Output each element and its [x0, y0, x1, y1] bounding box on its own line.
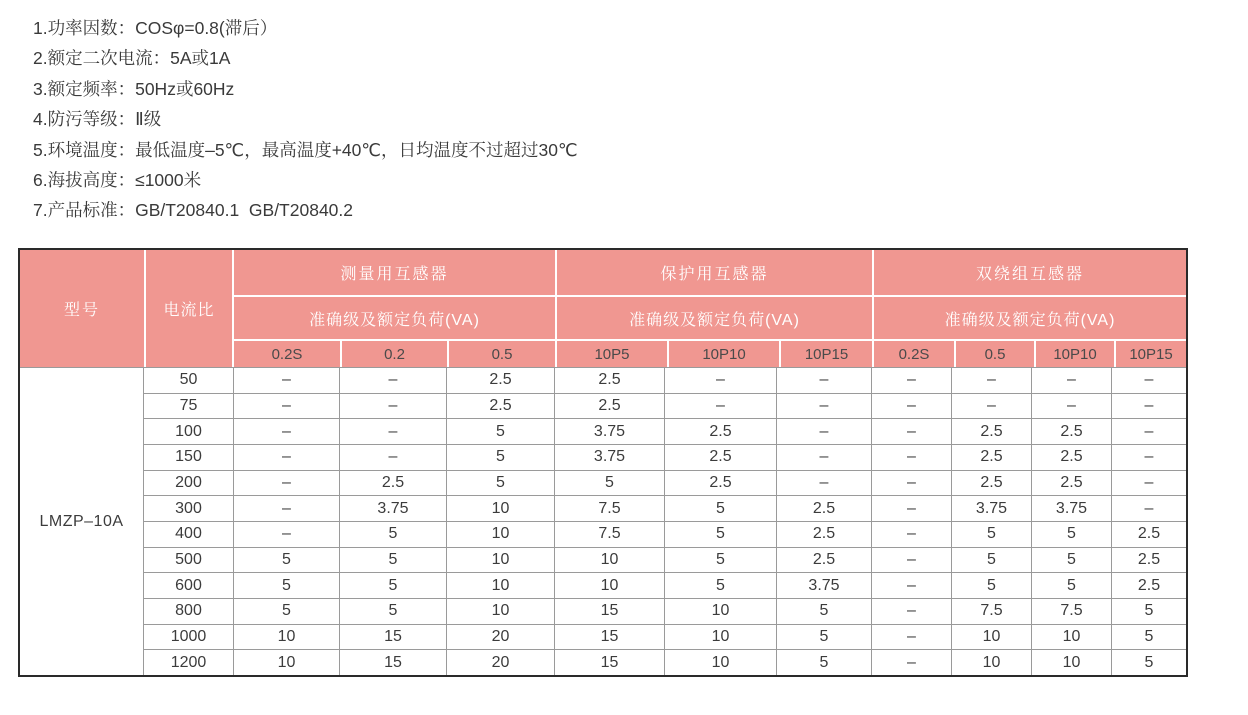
- value-cell: 2.5: [665, 419, 777, 444]
- value-cell: 7.5: [952, 599, 1032, 624]
- table-row: [144, 572, 1186, 598]
- value-cell: –: [872, 496, 952, 521]
- ratio-cell: 800: [144, 599, 234, 624]
- column-header: 0.2S: [898, 345, 930, 363]
- group-subtitle: 准确级及额定负荷(VA): [234, 297, 555, 341]
- ratio-cell: 75: [144, 394, 234, 419]
- table-header: [20, 250, 1186, 367]
- column-header: 10P10: [1034, 341, 1114, 367]
- value-cell: 2.5: [447, 368, 555, 393]
- table-body: [20, 367, 1186, 675]
- ratio-cell: 300: [144, 496, 234, 521]
- value-cell: 5: [1032, 573, 1112, 598]
- value-cell: 5: [1144, 602, 1154, 620]
- group-title: 测量用互感器: [234, 250, 555, 297]
- value-cell: –: [665, 368, 777, 393]
- table-row: [144, 444, 1186, 470]
- value-cell: 15: [340, 625, 447, 650]
- value-cell: 10: [1032, 625, 1112, 650]
- value-cell: 20: [447, 650, 555, 675]
- value-cell: 10: [555, 573, 665, 598]
- value-cell: –: [1032, 394, 1112, 419]
- value-cell: 3.75: [555, 445, 665, 470]
- value-cell: 15: [340, 650, 447, 675]
- ratio-cell: 400: [144, 522, 234, 547]
- value-cell: –: [1144, 448, 1154, 466]
- column-header: 0.2S: [271, 345, 303, 363]
- value-cell: 5: [555, 471, 665, 496]
- value-cell: 3.75: [777, 573, 872, 598]
- value-cell: 5: [1144, 628, 1154, 646]
- value-cell: 2.5: [665, 445, 777, 470]
- table-row: [144, 598, 1186, 624]
- spec-item-power-factor: 1.功率因数：COSφ=0.8(滞后）: [33, 18, 278, 38]
- group-subtitle: 准确级及额定负荷(VA): [874, 297, 1186, 341]
- value-cell: 2.5: [1032, 471, 1112, 496]
- value-cell: –: [234, 522, 340, 547]
- value-cell: 5: [665, 573, 777, 598]
- value-cell: –: [872, 599, 952, 624]
- value-cell: 2.5: [555, 394, 665, 419]
- value-cell: 2.5: [952, 471, 1032, 496]
- value-cell: 5: [952, 522, 1032, 547]
- value-cell: 20: [447, 625, 555, 650]
- column-header: 0.5: [954, 341, 1034, 367]
- value-cell: –: [234, 394, 340, 419]
- table-row: [144, 547, 1186, 573]
- value-cell: 3.75: [952, 496, 1032, 521]
- group-title: 保护用互感器: [557, 250, 872, 297]
- value-cell: 15: [555, 625, 665, 650]
- spec-item-pollution-class: 4.防污等级：Ⅱ级: [33, 109, 162, 130]
- header-group-double-winding: [872, 250, 1186, 367]
- value-cell: 10: [234, 625, 340, 650]
- value-cell: 7.5: [1032, 599, 1112, 624]
- group-title: 双绕组互感器: [874, 250, 1186, 297]
- value-cell: 7.5: [555, 496, 665, 521]
- column-header: 10P15: [779, 341, 872, 367]
- ratings-table: [18, 248, 1188, 677]
- ratio-cell: 200: [144, 471, 234, 496]
- value-cell: 2.5: [447, 394, 555, 419]
- table-row: [144, 649, 1186, 675]
- value-cell: 5: [952, 573, 1032, 598]
- header-current-ratio: 电流比: [144, 250, 234, 367]
- ratio-cell: 600: [144, 573, 234, 598]
- value-cell: –: [1032, 368, 1112, 393]
- value-cell: 3.75: [340, 496, 447, 521]
- value-cell: –: [777, 445, 872, 470]
- value-cell: 5: [665, 522, 777, 547]
- spec-item-product-standard: 7.产品标准：GB/T20840.1 GB/T20840.2: [33, 200, 354, 221]
- value-cell: 10: [665, 625, 777, 650]
- value-cell: 5: [777, 625, 872, 650]
- value-cell: 5: [1144, 653, 1154, 671]
- value-cell: 5: [952, 548, 1032, 573]
- value-cell: 10: [555, 548, 665, 573]
- table-row: [144, 418, 1186, 444]
- value-cell: –: [340, 368, 447, 393]
- value-cell: 5: [777, 650, 872, 675]
- column-header: 10P10: [667, 341, 779, 367]
- spec-item-ambient-temperature: 5.环境温度：最低温度–5℃，最高温度+40℃，日均温度不过超过30℃: [33, 139, 578, 160]
- value-cell: 3.75: [1032, 496, 1112, 521]
- value-cell: –: [872, 625, 952, 650]
- value-cell: 15: [555, 599, 665, 624]
- value-cell: –: [234, 419, 340, 444]
- value-cell: 2.5: [340, 471, 447, 496]
- value-cell: 10: [447, 599, 555, 624]
- header-group-protection: [555, 250, 872, 367]
- value-cell: 2.5: [1032, 419, 1112, 444]
- value-cell: –: [872, 394, 952, 419]
- spec-item-altitude: 6.海拔高度：≤1000米: [33, 169, 202, 190]
- value-cell: 2.5: [777, 522, 872, 547]
- value-cell: 2.5: [777, 496, 872, 521]
- value-cell: 5: [665, 548, 777, 573]
- ratio-cell: 500: [144, 548, 234, 573]
- value-cell: –: [872, 548, 952, 573]
- group-columns: [557, 341, 872, 367]
- value-cell: –: [952, 394, 1032, 419]
- spec-item-secondary-current: 2.额定二次电流：5A或1A: [33, 48, 231, 69]
- value-cell: –: [1144, 422, 1154, 440]
- value-cell: 15: [555, 650, 665, 675]
- value-cell: –: [777, 394, 872, 419]
- group-columns: [874, 341, 1186, 367]
- value-cell: 2.5: [555, 368, 665, 393]
- value-cell: 3.75: [555, 419, 665, 444]
- value-cell: –: [1144, 397, 1154, 414]
- value-cell: 10: [447, 496, 555, 521]
- value-cell: 10: [447, 573, 555, 598]
- ratio-cell: 50: [144, 368, 234, 393]
- column-header: 10P5: [594, 345, 630, 363]
- value-cell: 5: [340, 548, 447, 573]
- table-row: [144, 624, 1186, 650]
- value-cell: 2.5: [1137, 576, 1161, 594]
- value-cell: 2.5: [952, 445, 1032, 470]
- model-cell: LMZP–10A: [20, 368, 144, 675]
- value-cell: 2.5: [665, 471, 777, 496]
- value-cell: –: [777, 368, 872, 393]
- value-cell: 5: [777, 599, 872, 624]
- table-row: [144, 368, 1186, 393]
- column-header: 0.2: [340, 341, 447, 367]
- spec-item-rated-frequency: 3.额定频率：50Hz或60Hz: [33, 78, 235, 99]
- value-cell: 10: [665, 650, 777, 675]
- table-row: [144, 470, 1186, 496]
- value-cell: –: [1144, 474, 1154, 492]
- table-row: [144, 495, 1186, 521]
- value-cell: 10: [234, 650, 340, 675]
- ratio-cell: 150: [144, 445, 234, 470]
- value-cell: –: [872, 471, 952, 496]
- value-cell: –: [234, 496, 340, 521]
- value-cell: –: [872, 419, 952, 444]
- value-cell: 10: [952, 650, 1032, 675]
- value-cell: 5: [340, 522, 447, 547]
- header-group-measuring: [234, 250, 555, 367]
- value-cell: 7.5: [555, 522, 665, 547]
- value-cell: –: [952, 368, 1032, 393]
- value-cell: –: [872, 368, 952, 393]
- value-cell: 5: [1032, 548, 1112, 573]
- value-cell: 10: [952, 625, 1032, 650]
- value-cell: 10: [447, 548, 555, 573]
- value-cell: –: [777, 419, 872, 444]
- group-subtitle: 准确级及额定负荷(VA): [557, 297, 872, 341]
- value-cell: 5: [340, 599, 447, 624]
- value-cell: –: [234, 471, 340, 496]
- value-cell: 5: [447, 419, 555, 444]
- table-row: [144, 393, 1186, 419]
- ratio-cell: 1000: [144, 625, 234, 650]
- value-cell: –: [777, 471, 872, 496]
- value-cell: –: [234, 368, 340, 393]
- value-cell: –: [872, 650, 952, 675]
- value-cell: 2.5: [1137, 525, 1161, 543]
- value-cell: –: [872, 522, 952, 547]
- value-cell: –: [872, 573, 952, 598]
- header-model: 型号: [63, 302, 100, 319]
- value-cell: 10: [447, 522, 555, 547]
- value-cell: –: [340, 445, 447, 470]
- value-cell: –: [234, 445, 340, 470]
- value-cell: –: [1144, 499, 1154, 517]
- value-cell: 5: [340, 573, 447, 598]
- ratio-cell: 1200: [144, 650, 234, 675]
- value-cell: 2.5: [777, 548, 872, 573]
- value-cell: –: [872, 445, 952, 470]
- table-row: [144, 521, 1186, 547]
- value-cell: 5: [665, 496, 777, 521]
- value-cell: 5: [447, 445, 555, 470]
- value-cell: 2.5: [952, 419, 1032, 444]
- value-cell: –: [665, 394, 777, 419]
- value-cell: 10: [1032, 650, 1112, 675]
- spec-list: [33, 13, 578, 226]
- value-cell: 5: [1032, 522, 1112, 547]
- value-cell: 2.5: [1032, 445, 1112, 470]
- value-cell: –: [1144, 371, 1154, 389]
- value-cell: –: [340, 394, 447, 419]
- value-cell: 5: [234, 548, 340, 573]
- value-cell: 2.5: [1137, 551, 1161, 569]
- column-header: 10P15: [1114, 341, 1186, 367]
- value-cell: –: [340, 419, 447, 444]
- value-cell: 5: [447, 471, 555, 496]
- group-columns: [234, 341, 555, 367]
- ratio-cell: 100: [144, 419, 234, 444]
- value-cell: 5: [234, 573, 340, 598]
- value-cell: 10: [665, 599, 777, 624]
- column-header: 0.5: [447, 341, 555, 367]
- value-cell: 5: [234, 599, 340, 624]
- table-body-rows: [144, 368, 1186, 675]
